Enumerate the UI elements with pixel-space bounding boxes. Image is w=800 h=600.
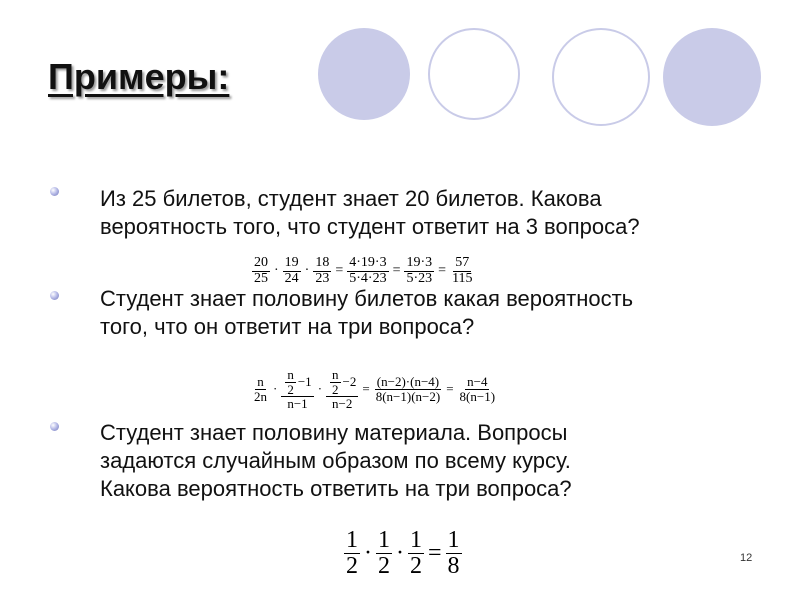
formula-2-fraction xyxy=(326,368,358,411)
formula-2-fraction xyxy=(374,375,442,403)
equals-sign: = xyxy=(438,263,447,279)
numerator: 19·3 xyxy=(406,255,433,270)
numerator: (n−2)·(n−4) xyxy=(376,374,440,390)
bullet-icon xyxy=(50,291,59,300)
formula-2 xyxy=(250,368,499,411)
denominator: 2 xyxy=(410,553,422,580)
numerator: 18 xyxy=(315,255,330,270)
formula-1-fraction xyxy=(450,256,474,286)
formula-2-fraction xyxy=(252,375,269,403)
equals-sign: = xyxy=(428,540,442,567)
denominator: 8(n−1) xyxy=(459,388,496,404)
denominator: 8(n−1)(n−2) xyxy=(375,388,441,404)
numerator: 57 xyxy=(455,255,470,270)
slide-title: Примеры: xyxy=(48,56,230,97)
multiply-sign: · xyxy=(364,540,372,567)
equals-sign: = xyxy=(335,263,344,279)
denominator-variable: n xyxy=(260,388,267,404)
numerator: 1 xyxy=(378,527,390,553)
numerator: 20 xyxy=(254,255,268,270)
formula-1-fraction xyxy=(313,256,331,286)
question-3-line-1: Студент знает половину материала. Вопросы xyxy=(100,420,568,445)
numerator: 4·19·3 xyxy=(349,255,387,270)
formula-3-fraction xyxy=(344,528,360,579)
denominator: 115 xyxy=(452,270,473,286)
numerator-tail: −1 xyxy=(297,374,312,390)
denominator: 23 xyxy=(315,270,330,286)
numerator: n−4 xyxy=(467,374,488,390)
denominator: 2 xyxy=(287,381,294,397)
formula-2-fraction xyxy=(281,368,313,411)
multiply-sign: · xyxy=(304,263,310,279)
decor-circle-3 xyxy=(552,28,650,126)
nested-fraction xyxy=(330,368,341,396)
formula-3 xyxy=(342,528,464,579)
numerator: 1 xyxy=(346,527,358,553)
denominator: 8 xyxy=(447,553,460,580)
bullet-icon xyxy=(50,187,59,196)
question-1-line-2: вероятность того, что студент ответит на 3 вопроса? xyxy=(100,214,640,239)
denominator xyxy=(252,390,269,404)
question-3-line-2: задаются случайным образом по всему курсу. xyxy=(100,448,571,473)
equals-sign: = xyxy=(446,381,454,397)
denominator: 2 xyxy=(332,381,339,397)
denominator: 5·23 xyxy=(406,270,433,286)
nested-fraction xyxy=(285,368,296,396)
denominator: 2 xyxy=(346,553,358,580)
numerator: n xyxy=(287,367,294,382)
question-2-line-1: Студент знает половину билетов какая вероятность xyxy=(100,286,634,311)
formula-2-fraction xyxy=(458,375,498,403)
denominator: n−2 xyxy=(332,396,353,412)
denominator: n−1 xyxy=(287,396,308,412)
numerator: n xyxy=(257,374,264,390)
question-1-line-1: Из 25 билетов, студент знает 20 билетов. Какова xyxy=(100,186,602,211)
formula-3-fraction xyxy=(408,528,424,579)
numerator xyxy=(326,368,358,397)
numerator: 1 xyxy=(447,527,460,553)
formula-1 xyxy=(250,256,477,286)
formula-3-fraction xyxy=(376,528,392,579)
equals-sign: = xyxy=(392,263,401,279)
numerator: 1 xyxy=(410,527,422,553)
decor-circle-4 xyxy=(663,28,761,126)
denominator: 24 xyxy=(284,270,299,286)
numerator-tail: −2 xyxy=(342,374,357,390)
formula-1-fraction xyxy=(404,256,434,286)
equals-sign: = xyxy=(362,381,370,397)
multiply-sign: · xyxy=(274,263,279,279)
decor-circle-1 xyxy=(318,28,410,120)
denominator: 5·4·23 xyxy=(349,270,387,286)
denominator: 2 xyxy=(378,553,390,580)
multiply-sign: · xyxy=(317,381,323,397)
numerator: n xyxy=(332,367,339,382)
numerator: 19 xyxy=(284,255,299,270)
formula-3-fraction xyxy=(446,528,462,579)
numerator xyxy=(281,368,313,397)
formula-1-fraction xyxy=(252,256,270,286)
formula-1-fraction xyxy=(347,256,388,286)
question-2-line-2: того, что он ответит на три вопроса? xyxy=(100,314,475,339)
formula-1-fraction xyxy=(283,256,301,286)
question-3-line-3: Какова вероятность ответить на три вопроса? xyxy=(100,476,572,501)
bullet-icon xyxy=(50,422,59,431)
denominator: 25 xyxy=(254,270,268,286)
page-number: 12 xyxy=(740,552,753,564)
denominator-value: 2 xyxy=(254,388,261,404)
decor-circle-2 xyxy=(428,28,520,120)
multiply-sign: · xyxy=(273,381,278,397)
multiply-sign: · xyxy=(396,540,404,567)
